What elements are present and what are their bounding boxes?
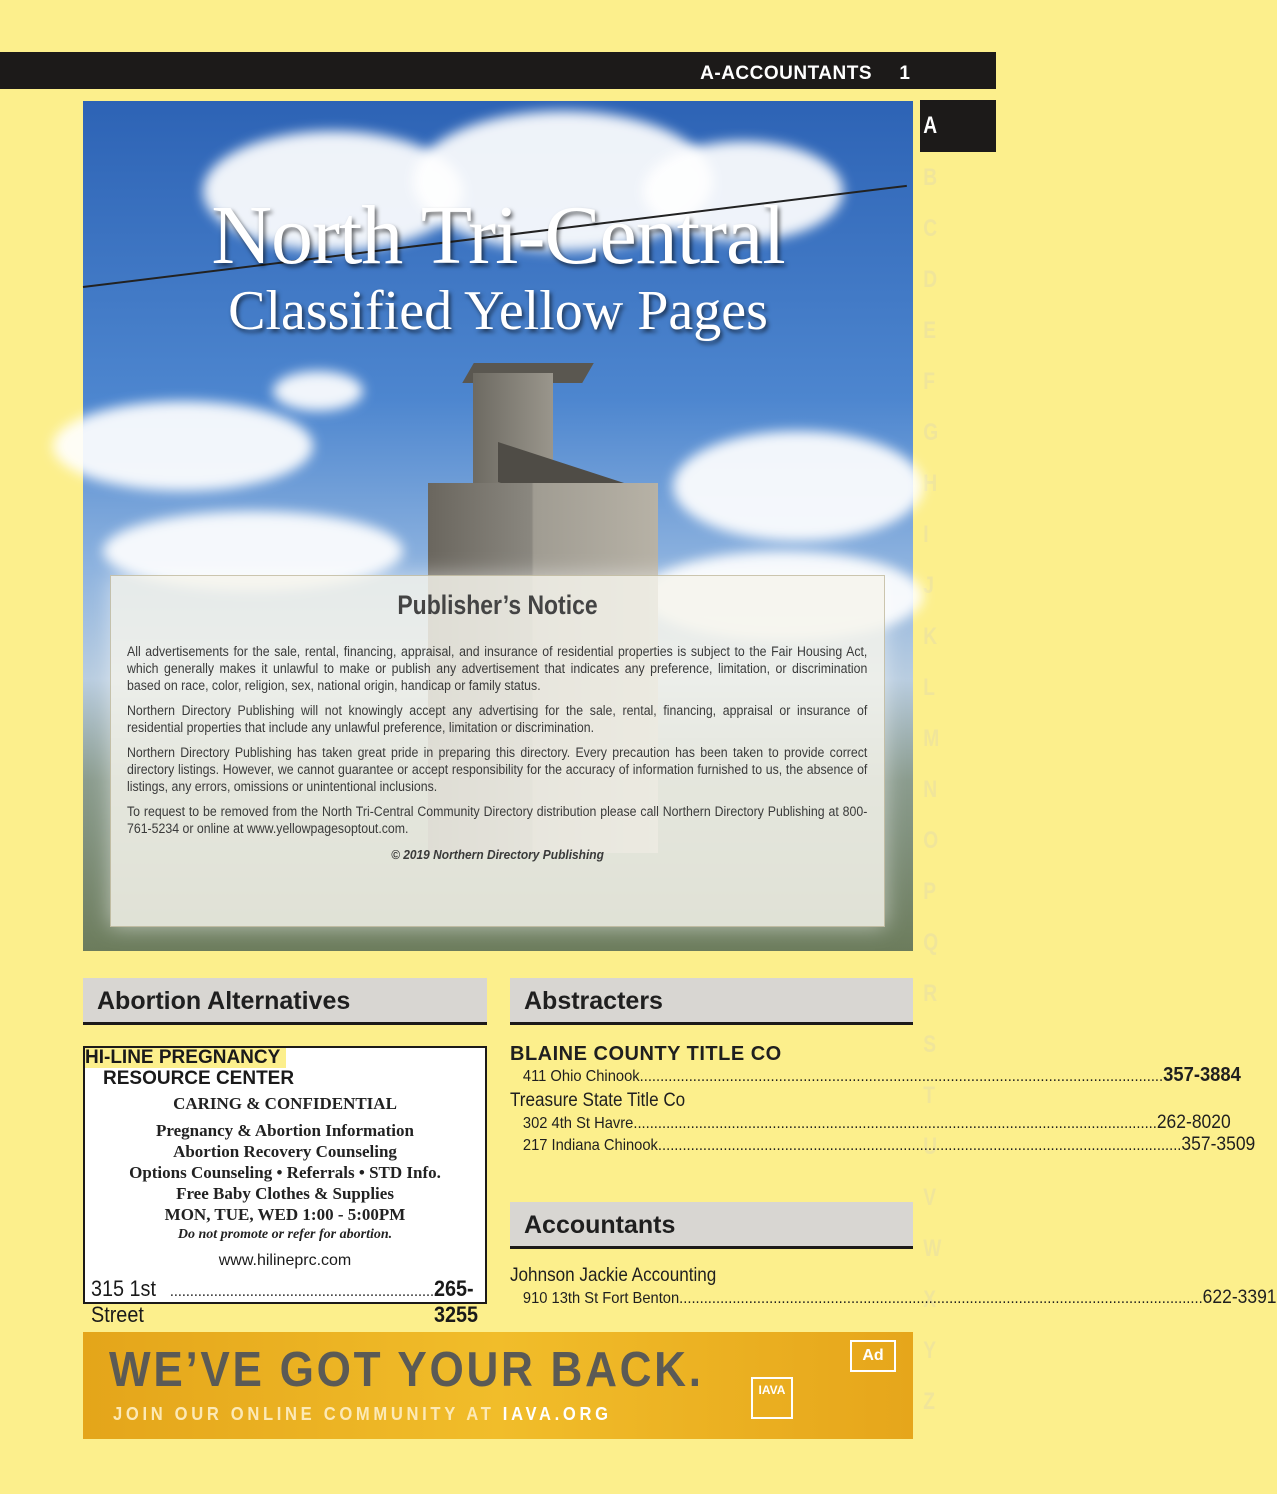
tab-c[interactable]: C — [923, 215, 938, 242]
listing-phone[interactable]: 262-8020 — [1156, 1112, 1231, 1133]
leader-dots — [658, 1137, 1181, 1155]
tab-e[interactable]: E — [923, 317, 937, 344]
ad-website[interactable]: www.hilineprc.com — [218, 1252, 352, 1269]
cover-photo — [83, 101, 913, 951]
listing-phone[interactable]: 622-3391 — [1202, 1287, 1277, 1308]
tab-v[interactable]: V — [923, 1184, 937, 1211]
leader-dots — [633, 1115, 1156, 1133]
tab-p[interactable]: P — [923, 878, 937, 905]
listing-treasure-state-title — [510, 1090, 1256, 1156]
notice-paragraph: Northern Directory Publishing will not knowingly accept any advertising for the sale, rental, financing, appraisal or insurance of residential properties that include any unlawful preference, limitation or discrimination. — [127, 703, 868, 735]
listing-blaine-county-title — [510, 1043, 1241, 1087]
tab-g[interactable]: G — [923, 419, 939, 446]
ad-services — [85, 1120, 485, 1225]
tab-t[interactable]: T — [923, 1082, 935, 1109]
ad-tagline: CARING & CONFIDENTIAL — [173, 1094, 397, 1113]
listing-name: BLAINE COUNTY TITLE CO — [510, 1043, 782, 1065]
cover-subtitle: Classified Yellow Pages — [228, 280, 768, 342]
tab-s[interactable]: S — [923, 1031, 937, 1058]
alphabet-tabs — [920, 100, 996, 1427]
leader-dots — [640, 1068, 1163, 1086]
banner-subline — [113, 1404, 612, 1425]
notice-copyright: © 2019 Northern Directory Publishing — [391, 847, 604, 862]
listing-name: Johnson Jackie Accounting — [510, 1265, 717, 1286]
notice-paragraph: All advertisements for the sale, rental, financing, appraisal, and insurance of residential properties is subject to the Fair Housing Act, which generally makes it unlawful to make or publish any advertisement that indicates any preference, limitation, or discrimination based on race, color, religion, sex, national origin, handicap or family status. — [127, 644, 868, 693]
cover-title: North Tri-Central — [211, 189, 785, 282]
tab-f[interactable]: F — [923, 368, 935, 395]
ad-address: 315 1st Street — [91, 1276, 156, 1327]
logo-text: IAVA — [758, 1383, 786, 1397]
listing-address: 302 4th St Havre — [522, 1115, 634, 1132]
banner-site[interactable]: IAVA.ORG — [502, 1404, 612, 1424]
ad-service-line: Pregnancy & Abortion Information — [156, 1121, 414, 1140]
ad-disclaimer: Do not promote or refer for abortion. — [177, 1227, 393, 1242]
listing-row — [510, 1287, 1277, 1309]
running-head: A-ACCOUNTANTS — [700, 63, 872, 84]
banner-headline: WE’VE GOT YOUR BACK. — [109, 1343, 704, 1397]
publishers-notice — [110, 575, 885, 927]
listing-address: 217 Indiana Chinook — [522, 1137, 658, 1154]
listing-row — [510, 1112, 1231, 1134]
tab-o[interactable]: O — [923, 827, 939, 854]
tab-l[interactable]: L — [923, 674, 935, 701]
listing-row — [510, 1134, 1256, 1156]
banner-sub-prefix: JOIN OUR ONLINE COMMUNITY AT — [113, 1404, 495, 1424]
listing-address: 411 Ohio Chinook — [522, 1068, 640, 1085]
leader-dots: .................................................................. — [169, 1283, 434, 1300]
tab-q[interactable]: Q — [923, 929, 939, 956]
listing-row — [510, 1064, 1241, 1087]
ad-service-line: Options Counseling • Referrals • STD Info. — [129, 1163, 441, 1182]
tab-i[interactable]: I — [923, 521, 929, 548]
tab-x[interactable]: X — [923, 1286, 937, 1313]
tab-w[interactable]: W — [923, 1235, 942, 1262]
listing-johnson-jackie-accounting — [510, 1265, 1277, 1309]
ad-name-line1: HI-LINE PREGNANCY — [85, 1048, 286, 1068]
tab-m[interactable]: M — [923, 725, 940, 752]
listing-phone[interactable]: 357-3509 — [1181, 1134, 1256, 1155]
notice-paragraph: To request to be removed from the North Tri-Central Community Directory distribution please call Northern Directory Publishing at 800-761-5234 or online at www.yellowpagesoptout.com. — [127, 804, 868, 836]
tab-n[interactable]: N — [923, 776, 938, 803]
tab-z[interactable]: Z — [923, 1388, 935, 1415]
section-heading-abstracters: Abstracters — [510, 978, 913, 1025]
tab-j[interactable]: J — [923, 572, 934, 599]
ad-service-line: Abortion Recovery Counseling — [173, 1142, 397, 1161]
tab-u[interactable]: U — [923, 1133, 938, 1160]
ad-service-line: Free Baby Clothes & Supplies — [176, 1184, 394, 1203]
notice-heading: Publisher’s Notice — [397, 590, 598, 620]
page-number: 1 — [899, 63, 910, 84]
section-header-bar — [0, 52, 996, 89]
ad-name-line2: RESOURCE CENTER — [103, 1068, 295, 1089]
tab-r[interactable]: R — [923, 980, 938, 1007]
iava-banner-ad[interactable] — [83, 1332, 913, 1439]
tab-b[interactable]: B — [923, 164, 938, 191]
tab-a[interactable]: A — [920, 100, 996, 152]
tab-y[interactable]: Y — [923, 1337, 937, 1364]
section-heading-accountants: Accountants — [510, 1202, 913, 1249]
listing-phone[interactable]: 357-3884 — [1163, 1064, 1241, 1086]
tab-d[interactable]: D — [923, 266, 938, 293]
section-heading-abortion-alternatives: Abortion Alternatives — [83, 978, 487, 1025]
ad-phone[interactable]: 265-3255 — [433, 1276, 479, 1327]
hiline-pregnancy-ad — [83, 1046, 487, 1327]
iava-logo-icon — [751, 1377, 793, 1419]
ad-service-line: MON, TUE, WED 1:00 - 5:00PM — [164, 1205, 406, 1224]
leader-dots — [679, 1290, 1202, 1308]
tab-k[interactable]: K — [923, 623, 938, 650]
ad-badge: Ad — [850, 1340, 896, 1372]
notice-paragraph: Northern Directory Publishing has taken great pride in preparing this directory. Every precaution has been taken to provide correct directory listings. However, we cannot guarantee or accept responsibility for the accuracy of information furnished to us, the absence of listings, any errors, omissions or unintentional inclusions. — [127, 745, 868, 794]
listing-address: 910 13th St Fort Benton — [522, 1290, 680, 1307]
tab-h[interactable]: H — [923, 470, 938, 497]
listing-name: Treasure State Title Co — [510, 1090, 686, 1111]
